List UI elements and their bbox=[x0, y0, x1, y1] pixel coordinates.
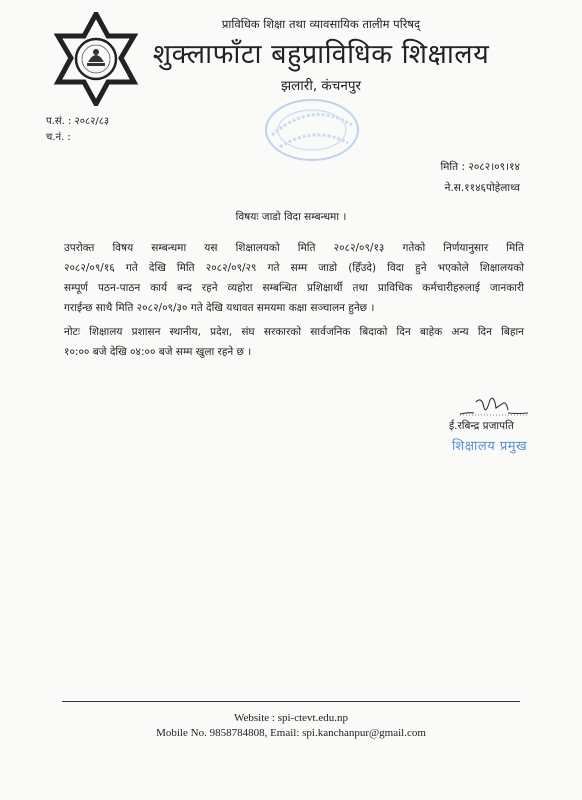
organization-location: झलारी, कंचनपुर bbox=[280, 78, 362, 94]
letter-date: मिति : २०८२।०९।१४ bbox=[440, 161, 520, 173]
reference-number: प.सं. : २०८२/८३ bbox=[46, 116, 110, 127]
signatory-name: ई.रबिन्द्र प्रजापति bbox=[449, 420, 514, 432]
body-paragraph bbox=[64, 238, 524, 318]
organization-title: शुक्लाफाँटा बहुप्राविधिक शिक्षालय bbox=[152, 39, 490, 70]
body-line: सम्पूर्ण पठन-पाठन कार्य बन्द रहने व्यहोरा सम्बन्धित प्रशिक्षार्थी तथा प्राविधिक कर्मचारीहरुलाई जानकारी bbox=[64, 282, 524, 294]
nepal-sambat-date: ने.स.११४६पोहेलाथ्व bbox=[444, 182, 520, 194]
note-paragraph bbox=[64, 322, 524, 362]
body-line: उपरोक्त विषय सम्बन्धमा यस शिक्षालयको मिति २०८२/०९/१३ गतेको निर्णयानुसार मिति bbox=[64, 242, 524, 254]
dispatch-number: च.नं. : bbox=[46, 132, 71, 143]
letter-subject: विषयः जाडो विदा सम्बन्धमा । bbox=[235, 211, 347, 223]
signature-icon bbox=[458, 394, 530, 418]
footer-divider bbox=[62, 701, 520, 702]
official-stamp-icon bbox=[262, 95, 362, 165]
footer-contact: Mobile No. 9858784808, Email: spi.kanchanpur@gmail.com bbox=[156, 727, 426, 739]
note-line: नोटः शिक्षालय प्रशासन स्थानीय, प्रदेश, संघ सरकारको सार्वजनिक बिदाको दिन बाहेक अन्य दिन बिहान bbox=[64, 326, 524, 338]
body-line: गराईन्छ साथै मिति २०८२/०९/३० गते देखि यथावत समयमा कक्षा सञ्चालन हुनेछ । bbox=[64, 302, 375, 314]
organization-subtitle: प्राविधिक शिक्षा तथा व्यावसायिक तालीम परिषद् bbox=[221, 17, 421, 31]
footer-website: Website : spi-ctevt.edu.np bbox=[234, 712, 348, 724]
note-line: १०:०० बजे देखि ०४:०० बजे सम्म खुला रहने छ । bbox=[64, 346, 252, 358]
signatory-title-stamp: शिक्षालय प्रमुख bbox=[452, 439, 528, 454]
body-line: २०८२/०९/१६ गते देखि मिति २०८२/०९/२९ गते सम्म जाडो (हिँउदे) विदा हुने भएकोले शिक्षालयको bbox=[64, 262, 524, 274]
